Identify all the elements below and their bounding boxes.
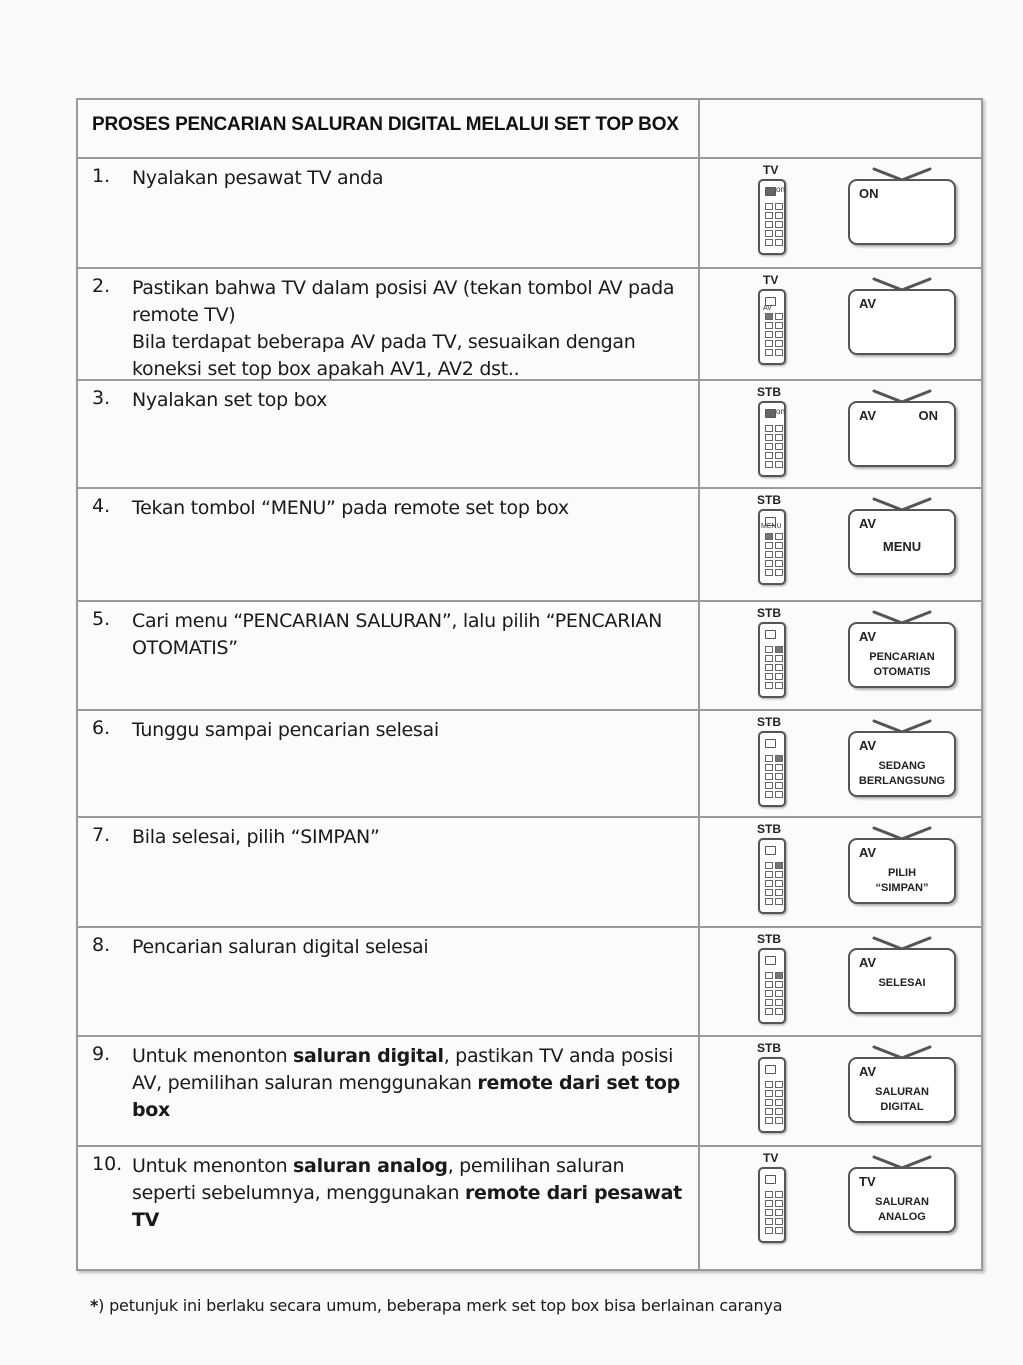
step-illustration-cell bbox=[698, 1147, 981, 1269]
remote-key-icon bbox=[775, 425, 783, 432]
tv-screen-message: PILIH “SIMPAN” bbox=[875, 867, 929, 894]
step-text-cell bbox=[78, 1037, 698, 1145]
step-illustration-cell bbox=[698, 711, 981, 816]
remote-key-icon bbox=[765, 990, 773, 997]
remote-keypad bbox=[765, 1191, 783, 1234]
tv-screen-top-left: AV bbox=[859, 845, 877, 860]
tv-screen-icon bbox=[848, 497, 958, 577]
step-row-1 bbox=[78, 157, 981, 267]
step-illustration-cell bbox=[698, 159, 981, 267]
step-number: 9. bbox=[92, 1043, 111, 1065]
remote-label: STB bbox=[757, 606, 781, 620]
remote-key-icon bbox=[765, 221, 773, 228]
remote-key-icon bbox=[765, 313, 773, 320]
remote-key-icon bbox=[775, 203, 783, 210]
footnote-text: ) petunjuk ini berlaku secara umum, beberapa merk set top box bisa berlainan caranya bbox=[98, 1296, 783, 1315]
step-instruction-part: , pastikan TV anda posisi AV, pemilihan saluran menggunakan bbox=[132, 1045, 674, 1094]
remote-key-icon bbox=[765, 1008, 773, 1015]
remote-control-icon bbox=[758, 838, 786, 914]
remote-key-icon bbox=[775, 898, 783, 905]
remote-label: TV bbox=[763, 1151, 779, 1165]
tv-screen bbox=[848, 509, 956, 575]
tv-screen-icon bbox=[848, 826, 958, 906]
step-text-cell bbox=[78, 711, 698, 816]
remote-key-icon bbox=[775, 569, 783, 576]
remote-key-icon bbox=[775, 331, 783, 338]
remote-key-icon bbox=[775, 1099, 783, 1106]
step-number: 1. bbox=[92, 165, 111, 187]
remote-key-icon bbox=[775, 1218, 783, 1225]
remote-label: STB bbox=[757, 822, 781, 836]
tv-screen-top-left: AV bbox=[859, 516, 877, 531]
remote-power-button-icon bbox=[765, 739, 776, 748]
tv-screen-icon bbox=[848, 167, 958, 247]
step-number: 2. bbox=[92, 275, 111, 297]
remote-button-tag: MENU bbox=[761, 523, 782, 530]
header-empty-cell bbox=[698, 100, 981, 157]
step-instruction: Tunggu sampai pencarian selesai bbox=[132, 719, 439, 741]
step-number: 3. bbox=[92, 387, 111, 409]
remote-power-button-icon bbox=[765, 187, 776, 196]
remote-power-button-icon bbox=[765, 956, 776, 965]
footnote-mark: * bbox=[90, 1296, 99, 1315]
step-instruction-part: , pemilihan saluran seperti sebelumnya, menggunakan bbox=[132, 1155, 625, 1204]
remote-key-icon bbox=[775, 1008, 783, 1015]
remote-key-icon bbox=[765, 322, 773, 329]
remote-key-icon bbox=[765, 664, 773, 671]
tv-screen-icon bbox=[848, 1155, 958, 1235]
tv-screen-icon bbox=[848, 610, 958, 690]
step-instruction bbox=[132, 1153, 688, 1234]
remote-key-icon bbox=[765, 682, 773, 689]
remote-key-icon bbox=[775, 880, 783, 887]
step-illustration-cell bbox=[698, 602, 981, 709]
tv-screen-top-left: AV bbox=[859, 738, 877, 753]
step-illustration-cell bbox=[698, 1037, 981, 1145]
remote-label: STB bbox=[757, 715, 781, 729]
remote-key-icon bbox=[775, 646, 783, 653]
remote-key-icon bbox=[765, 452, 773, 459]
remote-key-icon bbox=[775, 1191, 783, 1198]
remote-key-icon bbox=[775, 871, 783, 878]
remote-key-icon bbox=[765, 889, 773, 896]
remote-key-icon bbox=[765, 999, 773, 1006]
step-number: 6. bbox=[92, 717, 111, 739]
remote-key-icon bbox=[765, 1099, 773, 1106]
remote-control-icon bbox=[758, 289, 786, 365]
step-row-5 bbox=[78, 600, 981, 709]
header-row bbox=[78, 100, 981, 157]
tv-screen-top-left: TV bbox=[859, 1174, 876, 1189]
remote-key-icon bbox=[765, 1227, 773, 1234]
remote-button-tag: AV bbox=[763, 305, 772, 312]
remote-key-icon bbox=[765, 755, 773, 762]
remote-key-icon bbox=[765, 340, 773, 347]
step-instruction: Nyalakan pesawat TV anda bbox=[132, 167, 384, 189]
tv-screen bbox=[848, 1057, 956, 1123]
remote-power-button-icon bbox=[765, 630, 776, 639]
tv-screen-top-left: AV bbox=[859, 1064, 877, 1079]
step-instruction: Cari menu “PENCARIAN SALURAN”, lalu pilih “PENCARIAN OTOMATIS” bbox=[132, 610, 663, 659]
table-title: PROSES PENCARIAN SALURAN DIGITAL MELALUI SET TOP BOX bbox=[92, 114, 679, 135]
remote-power-button-icon bbox=[765, 1065, 776, 1074]
step-text-cell bbox=[78, 159, 698, 267]
tv-screen bbox=[848, 1167, 956, 1233]
remote-key-icon bbox=[765, 560, 773, 567]
tv-screen bbox=[848, 622, 956, 688]
remote-key-icon bbox=[765, 203, 773, 210]
remote-control-icon bbox=[758, 948, 786, 1024]
remote-power-button-icon bbox=[765, 846, 776, 855]
step-text-cell bbox=[78, 1147, 698, 1269]
tv-screen bbox=[848, 401, 956, 467]
remote-key-icon bbox=[775, 889, 783, 896]
remote-key-icon bbox=[765, 212, 773, 219]
remote-key-icon bbox=[765, 880, 773, 887]
remote-label: TV bbox=[763, 163, 779, 177]
remote-control-icon bbox=[758, 509, 786, 585]
remote-key-icon bbox=[765, 425, 773, 432]
remote-key-icon bbox=[775, 990, 783, 997]
remote-key-icon bbox=[775, 533, 783, 540]
step-number: 4. bbox=[92, 495, 111, 517]
tv-screen bbox=[848, 731, 956, 797]
remote-key-icon bbox=[775, 782, 783, 789]
remote-key-icon bbox=[775, 1117, 783, 1124]
step-number: 7. bbox=[92, 824, 111, 846]
tv-screen-top-left: ON bbox=[859, 186, 879, 201]
remote-key-icon bbox=[765, 1218, 773, 1225]
remote-control-icon bbox=[758, 731, 786, 807]
remote-label: STB bbox=[757, 932, 781, 946]
remote-control-icon bbox=[758, 1057, 786, 1133]
remote-key-icon bbox=[775, 542, 783, 549]
step-instruction bbox=[132, 1043, 688, 1124]
tv-screen bbox=[848, 289, 956, 355]
remote-keypad bbox=[765, 425, 783, 468]
step-row-3 bbox=[78, 379, 981, 487]
step-text-cell bbox=[78, 489, 698, 600]
remote-key-icon bbox=[775, 560, 783, 567]
step-instruction: Pastikan bahwa TV dalam posisi AV (tekan tombol AV pada remote TV) Bila terdapat beberapa AV pada TV, sesuaikan dengan koneksi set top box apakah AV1, AV2 dst.. bbox=[132, 277, 675, 380]
header-title-cell bbox=[78, 100, 698, 157]
step-instruction: Pencarian saluran digital selesai bbox=[132, 936, 429, 958]
tv-screen-message: MENU bbox=[882, 539, 922, 554]
remote-key-icon bbox=[775, 764, 783, 771]
remote-keypad bbox=[765, 533, 783, 576]
tv-screen-message: SALURAN ANALOG bbox=[875, 1196, 929, 1223]
remote-keypad bbox=[765, 646, 783, 689]
step-text-cell bbox=[78, 602, 698, 709]
remote-key-icon bbox=[765, 673, 773, 680]
tv-screen-icon bbox=[848, 936, 958, 1016]
remote-key-icon bbox=[765, 230, 773, 237]
remote-key-icon bbox=[765, 764, 773, 771]
remote-key-icon bbox=[765, 533, 773, 540]
step-instruction: Bila selesai, pilih “SIMPAN” bbox=[132, 826, 380, 848]
remote-key-icon bbox=[765, 1209, 773, 1216]
remote-keypad bbox=[765, 755, 783, 798]
step-instruction-part: Untuk menonton bbox=[132, 1045, 294, 1067]
remote-key-icon bbox=[775, 972, 783, 979]
remote-key-icon bbox=[775, 999, 783, 1006]
remote-key-icon bbox=[765, 862, 773, 869]
remote-key-icon bbox=[765, 655, 773, 662]
remote-key-icon bbox=[765, 871, 773, 878]
tv-screen-top-left: AV bbox=[859, 955, 877, 970]
remote-control-icon bbox=[758, 179, 786, 255]
remote-power-button-icon bbox=[765, 409, 776, 418]
remote-key-icon bbox=[765, 434, 773, 441]
remote-key-icon bbox=[775, 1108, 783, 1115]
footnote bbox=[90, 1296, 782, 1315]
step-row-10 bbox=[78, 1145, 981, 1269]
step-row-7 bbox=[78, 816, 981, 926]
tv-screen-top-right: ON bbox=[918, 408, 938, 423]
step-illustration-cell bbox=[698, 269, 981, 379]
remote-key-icon bbox=[775, 773, 783, 780]
tv-screen-top-left: AV bbox=[859, 296, 877, 311]
tv-screen bbox=[848, 838, 956, 904]
step-instruction-bold: saluran digital bbox=[293, 1045, 444, 1067]
tv-screen-icon bbox=[848, 719, 958, 799]
remote-key-icon bbox=[775, 1227, 783, 1234]
remote-key-icon bbox=[775, 673, 783, 680]
remote-key-icon bbox=[775, 239, 783, 246]
remote-key-icon bbox=[765, 239, 773, 246]
remote-key-icon bbox=[765, 569, 773, 576]
remote-key-icon bbox=[775, 1209, 783, 1216]
remote-key-icon bbox=[765, 981, 773, 988]
remote-keypad bbox=[765, 203, 783, 246]
remote-keypad bbox=[765, 1081, 783, 1124]
remote-key-icon bbox=[775, 340, 783, 347]
tv-screen-top-left: AV bbox=[859, 408, 877, 423]
remote-key-icon bbox=[765, 898, 773, 905]
remote-keypad bbox=[765, 972, 783, 1015]
remote-label: TV bbox=[763, 273, 779, 287]
remote-control-icon bbox=[758, 622, 786, 698]
remote-key-icon bbox=[775, 313, 783, 320]
remote-key-icon bbox=[775, 349, 783, 356]
step-instruction: Nyalakan set top box bbox=[132, 389, 328, 411]
tv-screen-icon bbox=[848, 389, 958, 469]
step-instruction-bold: remote dari set top box bbox=[132, 1072, 680, 1121]
remote-control-icon bbox=[758, 401, 786, 477]
step-row-6 bbox=[78, 709, 981, 816]
remote-key-icon bbox=[765, 1117, 773, 1124]
tv-screen-icon bbox=[848, 1045, 958, 1125]
step-row-9 bbox=[78, 1035, 981, 1145]
remote-key-icon bbox=[765, 972, 773, 979]
step-number: 10. bbox=[92, 1153, 123, 1175]
step-illustration-cell bbox=[698, 928, 981, 1035]
remote-key-icon bbox=[765, 1200, 773, 1207]
step-number: 5. bbox=[92, 608, 111, 630]
step-row-2 bbox=[78, 267, 981, 379]
step-text-cell bbox=[78, 818, 698, 926]
step-instruction: Tekan tombol “MENU” pada remote set top box bbox=[132, 497, 569, 519]
remote-key-icon bbox=[765, 646, 773, 653]
remote-button-tag: on bbox=[776, 407, 785, 416]
step-row-4 bbox=[78, 487, 981, 600]
step-illustration-cell bbox=[698, 489, 981, 600]
remote-key-icon bbox=[775, 664, 783, 671]
remote-key-icon bbox=[765, 1108, 773, 1115]
remote-key-icon bbox=[775, 981, 783, 988]
remote-key-icon bbox=[775, 230, 783, 237]
step-instruction-bold: remote dari pesawat TV bbox=[132, 1182, 682, 1231]
remote-key-icon bbox=[765, 791, 773, 798]
remote-key-icon bbox=[775, 755, 783, 762]
remote-key-icon bbox=[775, 212, 783, 219]
remote-label: STB bbox=[757, 1041, 781, 1055]
step-text-cell bbox=[78, 381, 698, 487]
remote-button-tag: on bbox=[776, 185, 785, 194]
remote-key-icon bbox=[775, 443, 783, 450]
step-illustration-cell bbox=[698, 381, 981, 487]
remote-key-icon bbox=[775, 452, 783, 459]
remote-key-icon bbox=[775, 434, 783, 441]
remote-key-icon bbox=[765, 542, 773, 549]
remote-key-icon bbox=[765, 1090, 773, 1097]
remote-key-icon bbox=[775, 221, 783, 228]
remote-control-icon bbox=[758, 1167, 786, 1243]
remote-key-icon bbox=[765, 443, 773, 450]
remote-power-button-icon bbox=[765, 1175, 776, 1184]
remote-key-icon bbox=[775, 1090, 783, 1097]
tv-screen-message: SELESAI bbox=[878, 977, 926, 989]
remote-key-icon bbox=[765, 551, 773, 558]
instruction-table bbox=[76, 98, 983, 1271]
step-instruction-bold: saluran analog bbox=[293, 1155, 448, 1177]
tv-screen-message: SALURAN DIGITAL bbox=[875, 1086, 929, 1113]
remote-label: STB bbox=[757, 493, 781, 507]
tv-screen-icon bbox=[848, 277, 958, 357]
remote-key-icon bbox=[775, 682, 783, 689]
remote-key-icon bbox=[775, 551, 783, 558]
remote-key-icon bbox=[775, 1081, 783, 1088]
remote-key-icon bbox=[775, 322, 783, 329]
remote-key-icon bbox=[765, 349, 773, 356]
step-instruction-part: Untuk menonton bbox=[132, 1155, 294, 1177]
tv-screen bbox=[848, 179, 956, 245]
remote-keypad bbox=[765, 862, 783, 905]
step-text-cell bbox=[78, 269, 698, 379]
step-illustration-cell bbox=[698, 818, 981, 926]
remote-key-icon bbox=[765, 1081, 773, 1088]
step-row-8 bbox=[78, 926, 981, 1035]
remote-label: STB bbox=[757, 385, 781, 399]
remote-key-icon bbox=[775, 791, 783, 798]
remote-key-icon bbox=[765, 773, 773, 780]
remote-key-icon bbox=[775, 461, 783, 468]
tv-screen bbox=[848, 948, 956, 1014]
tv-screen-top-left: AV bbox=[859, 629, 877, 644]
remote-key-icon bbox=[775, 1200, 783, 1207]
remote-key-icon bbox=[765, 1191, 773, 1198]
tv-screen-message: SEDANG BERLANGSUNG bbox=[858, 760, 946, 787]
step-number: 8. bbox=[92, 934, 111, 956]
remote-key-icon bbox=[775, 655, 783, 662]
remote-key-icon bbox=[775, 862, 783, 869]
remote-key-icon bbox=[765, 331, 773, 338]
remote-keypad bbox=[765, 313, 783, 356]
tv-screen-message: PENCARIAN OTOMATIS bbox=[869, 651, 935, 678]
remote-key-icon bbox=[765, 461, 773, 468]
step-text-cell bbox=[78, 928, 698, 1035]
remote-key-icon bbox=[765, 782, 773, 789]
